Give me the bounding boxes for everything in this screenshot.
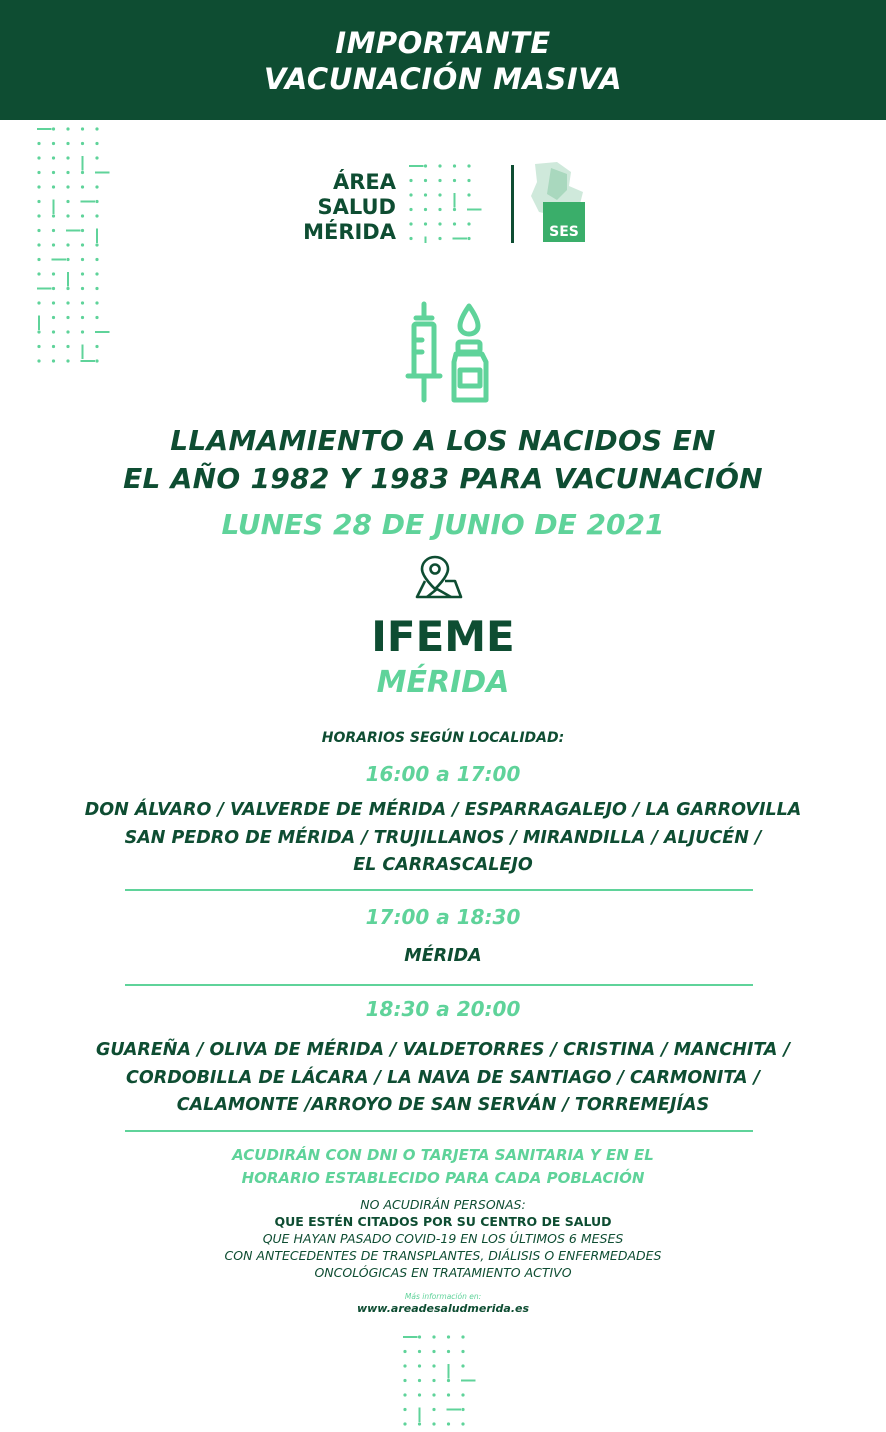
separator-2 bbox=[125, 984, 753, 986]
slot3-line2: CORDOBILLA DE LÁCARA / LA NAVA DE SANTIAGO / CARMONITA / bbox=[126, 1067, 760, 1088]
logo-divider bbox=[511, 165, 514, 243]
area-salud-logo-text bbox=[290, 170, 396, 245]
slot2-line1: MÉRIDA bbox=[404, 946, 482, 966]
note-line2: HORARIO ESTABLECIDO PARA CADA POBLACIÓN bbox=[241, 1169, 645, 1187]
separator-3 bbox=[125, 1130, 753, 1132]
schedule-label: HORARIOS SEGÚN LOCALIDAD: bbox=[321, 730, 565, 746]
title-line2: EL AÑO 1982 Y 1983 PARA VACUNACIÓN bbox=[123, 462, 763, 495]
slot1-time: 16:00 a 17:00 bbox=[365, 762, 521, 786]
slot3-line1: GUAREÑA / OLIVA DE MÉRIDA / VALDETORRES / CRISTINA / MANCHITA / bbox=[96, 1040, 790, 1060]
exclusion-item-3: CON ANTECEDENTES DE TRANSPLANTES, DIÁLISIS O ENFERMEDADES bbox=[224, 1248, 662, 1263]
exclusion-item-1: QUE ESTÉN CITADOS POR SU CENTRO DE SALUD bbox=[274, 1214, 612, 1229]
logo-line1: ÁREA bbox=[332, 170, 396, 194]
attendance-note bbox=[0, 1144, 886, 1190]
exclusions-list bbox=[0, 1196, 886, 1281]
slot1-line1: DON ÁLVARO / VALVERDE DE MÉRIDA / ESPARRAGALEJO / LA GARROVILLA bbox=[84, 800, 802, 820]
call-title bbox=[0, 422, 886, 498]
slot3-time: 18:30 a 20:00 bbox=[365, 997, 521, 1021]
syringe-and-vial-icon bbox=[402, 300, 492, 406]
website-link[interactable]: www.areadesaludmerida.es bbox=[356, 1302, 530, 1315]
logo-line3: MÉRIDA bbox=[303, 220, 396, 244]
slot2-places bbox=[0, 943, 886, 971]
event-date: LUNES 28 DE JUNIO DE 2021 bbox=[221, 508, 665, 541]
dot-pattern-decoration-bottom bbox=[402, 1334, 482, 1430]
ses-logo-icon bbox=[527, 160, 591, 246]
slot3-places bbox=[0, 1037, 886, 1120]
exclusion-item-4: ONCOLÓGICAS EN TRATAMIENTO ACTIVO bbox=[314, 1265, 572, 1280]
exclusions-heading: NO ACUDIRÁN PERSONAS: bbox=[360, 1197, 526, 1212]
slot1-line3: EL CARRASCALEJO bbox=[353, 855, 533, 875]
slot1-line2: SAN PEDRO DE MÉRIDA / TRUJILLANOS / MIRANDILLA / ALJUCÉN / bbox=[124, 827, 762, 848]
more-info-label: Más información en: bbox=[404, 1292, 482, 1301]
slot1-places bbox=[0, 797, 886, 880]
note-line1: ACUDIRÁN CON DNI O TARJETA SANITARIA Y EN EL bbox=[232, 1146, 654, 1164]
slot2-time: 17:00 a 18:30 bbox=[365, 905, 521, 929]
logo-line2: SALUD bbox=[317, 195, 396, 219]
logo-dot-pattern bbox=[408, 163, 488, 243]
venue-name: IFEME bbox=[371, 612, 515, 661]
venue-city: MÉRIDA bbox=[376, 665, 510, 700]
header-banner bbox=[0, 0, 886, 120]
title-line1: LLAMAMIENTO A LOS NACIDOS EN bbox=[170, 424, 716, 457]
header-title-line2: VACUNACIÓN MASIVA bbox=[263, 62, 623, 96]
slot3-line3: CALAMONTE /ARROYO DE SAN SERVÁN / TORREMEJÍAS bbox=[176, 1095, 710, 1115]
dot-pattern-decoration bbox=[36, 126, 116, 370]
exclusion-item-2: QUE HAYAN PASADO COVID-19 EN LOS ÚLTIMOS 6 MESES bbox=[262, 1231, 624, 1246]
map-pin-icon bbox=[415, 555, 465, 601]
ses-badge-text: SES bbox=[549, 224, 579, 240]
separator-1 bbox=[125, 889, 753, 891]
header-title-line1: IMPORTANTE bbox=[335, 26, 551, 60]
